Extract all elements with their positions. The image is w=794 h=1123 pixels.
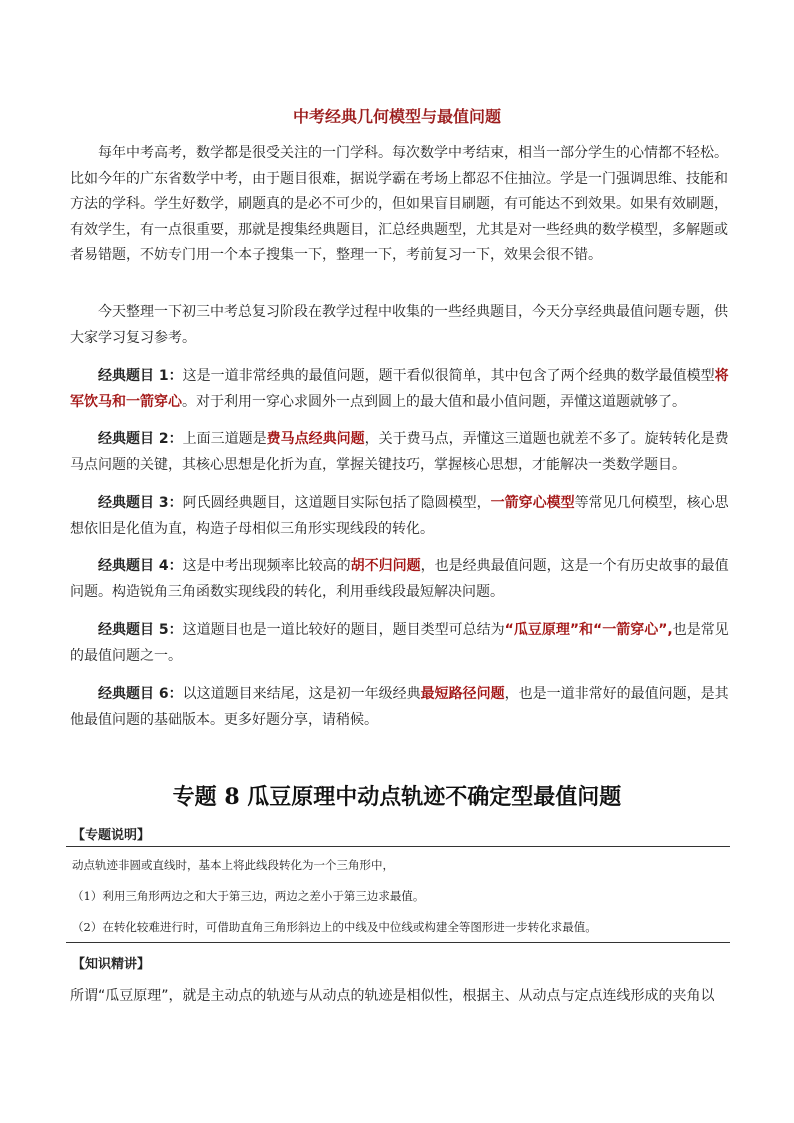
knowledge-line-1: 所谓“瓜豆原理”，就是主动点的轨迹与从动点的轨迹是相似性，根据主、从动点与定点连线形成的夹角以 xyxy=(70,988,715,1004)
divider xyxy=(66,846,730,847)
divider xyxy=(66,942,730,943)
classic-item-2: 经典题目 2：上面三道题是费马点经典问题，关于费马点，弄懂这三道题也就差不多了。旋转转化是费马点问题的关键，其核心思想是化折为直，掌握关键技巧，掌握核心思想，才能解决一类数学题目。 xyxy=(70,431,729,473)
description-line-2: （1）利用三角形两边之和大于第三边，两边之差小于第三边求最值。 xyxy=(72,889,425,903)
classic-item-6: 经典题目 6：以这道题目来结尾，这是初一年级经典最短路径问题，也是一道非常好的最值问题，是其他最值问题的基础版本。更多好题分享，请稍候。 xyxy=(70,686,729,728)
description-line-3: （2）在转化较难进行时，可借助直角三角形斜边上的中线及中位线或构建全等图形进一步转化求最值。 xyxy=(72,920,597,934)
classic-item-5: 经典题目 5：这道题目也是一道比较好的题目，题目类型可总结为“瓜豆原理”和“一箭穿心”,也是常见的最值问题之一。 xyxy=(70,622,729,664)
intro-paragraph: 每年中考高考，数学都是很受关注的一门学科。每次数学中考结束，相当一部分学生的心情都不轻松。比如今年的广东省数学中考，由于题目很难，据说学霸在考场上都忍不住抽泣。学是一门强调思维、技能和方法的学科。学生好数学，刷题真的是必不可少的，但如果盲目刷题，有可能达不到效果。如果有效刷题，有效学生，有一点很重要，那就是搜集经典题目，汇总经典题型，尤其是对一些经典的数学模型，多解题或者易错题，不妨专门用一个本子搜集一下，整理一下，考前复习一下，效果会很不错。 xyxy=(70,145,728,263)
description-line-1: 动点轨迹非圆或直线时，基本上将此线段转化为一个三角形中， xyxy=(72,858,394,872)
summary-paragraph: 今天整理一下初三中考总复习阶段在教学过程中收集的一些经典题目，今天分享经典最值问题专题，供大家学习复习参考。 xyxy=(70,304,728,346)
section-label-description: 【专题说明】 xyxy=(72,828,151,843)
document-title: 中考经典几何模型与最值问题 xyxy=(292,107,501,126)
classic-item-4: 经典题目 4：这是中考出现频率比较高的胡不归问题，也是经典最值问题，这是一个有历史故事的最值问题。构造锐角三角函数实现线段的转化，利用垂线段最短解决问题。 xyxy=(70,558,729,600)
classic-item-1: 经典题目 1：这是一道非常经典的最值问题，题干看似很简单，其中包含了两个经典的数学最值模型将军饮马和一箭穿心。对于利用一穿心求圆外一点到圆上的最大值和最小值问题，弄懂这道题就够了。 xyxy=(70,368,729,410)
classic-item-3: 经典题目 3：阿氏圆经典题目，这道题目实际包括了隐圆模型，一箭穿心模型等常见几何模型，核心思想依旧是化值为直，构造子母相似三角形实现线段的转化。 xyxy=(70,495,729,537)
topic-heading: 专题 8 瓜豆原理中动点轨迹不确定型最值问题 xyxy=(172,784,622,810)
section-label-knowledge: 【知识精讲】 xyxy=(72,957,151,972)
